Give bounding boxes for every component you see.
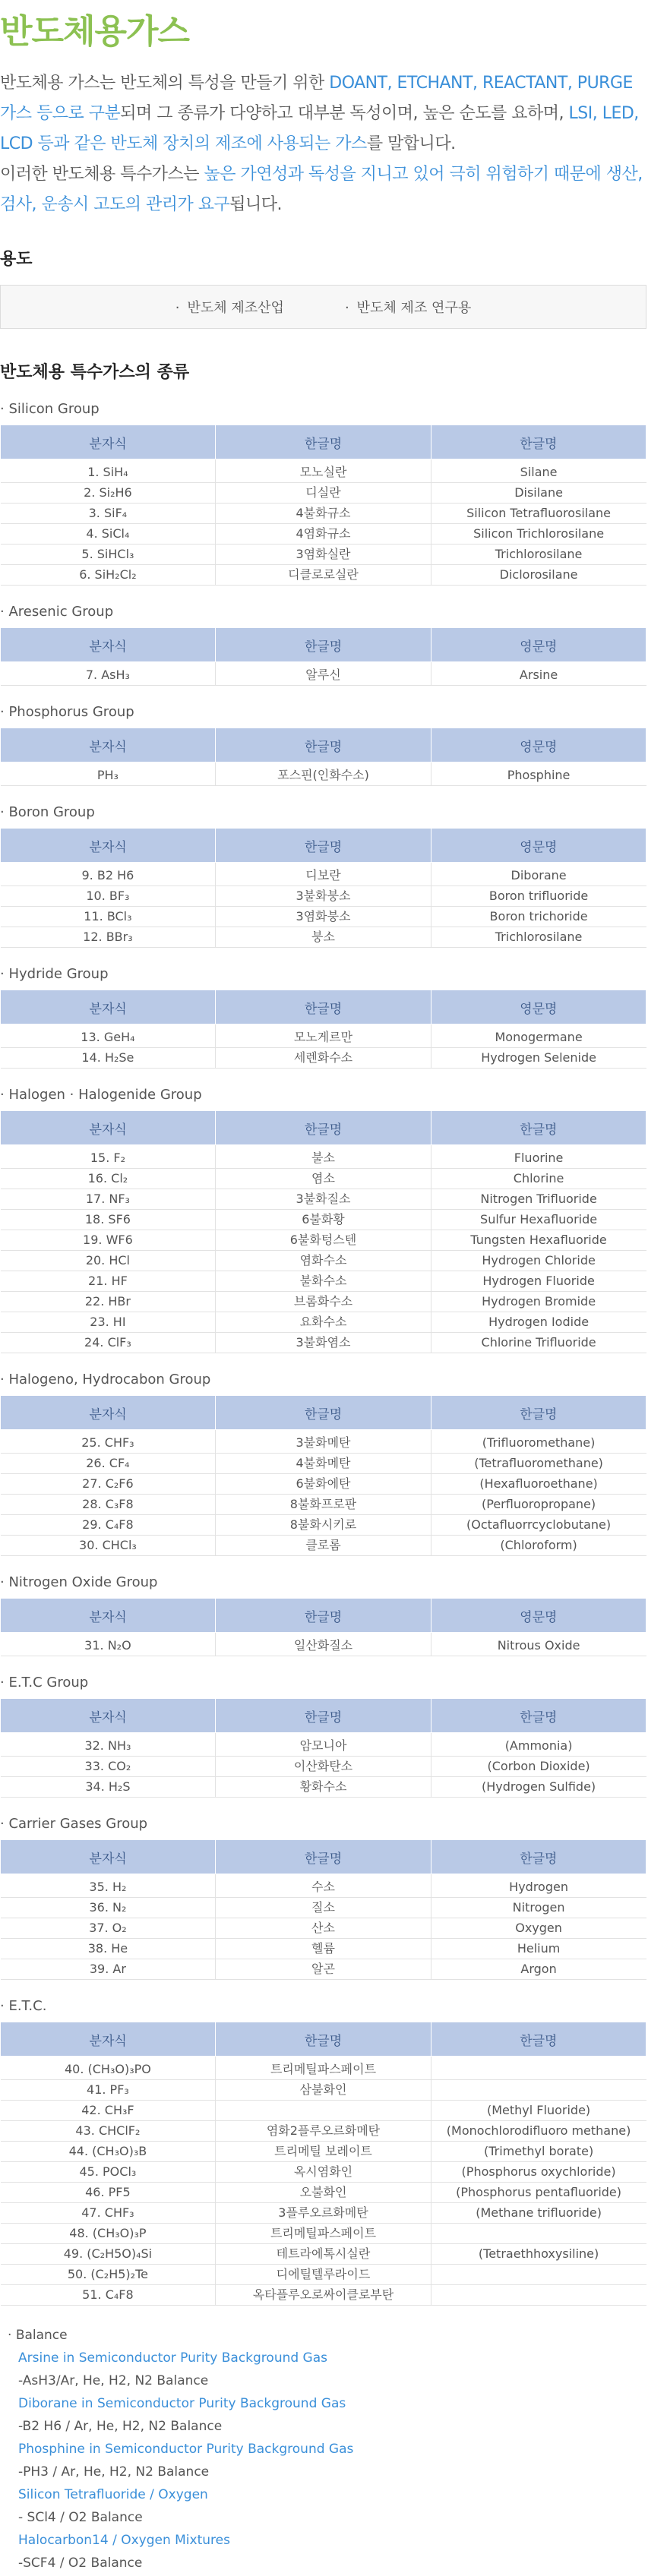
- table-header-row: [1, 829, 646, 863]
- table-cell: 40. (CH₃O)₃PO: [1, 2057, 216, 2080]
- table-cell: 3불화질소: [216, 1189, 431, 1210]
- gas-table: [0, 728, 646, 786]
- table-cell: Hydrogen Fluoride: [431, 1271, 646, 1292]
- table-cell: Fluorine: [431, 1145, 646, 1169]
- table-cell: 24. ClF₃: [1, 1333, 216, 1353]
- balance-section: [0, 2324, 648, 2574]
- table-cell: (Tetraethhoxysiline): [431, 2244, 646, 2265]
- table-cell: Boron trifluoride: [431, 886, 646, 907]
- group-label: · Phosphorus Group: [0, 704, 648, 720]
- table-cell: 32. NH₃: [1, 1733, 216, 1757]
- table-cell: Diborane: [431, 863, 646, 886]
- table-cell: (Monochlorodifluoro methane): [431, 2121, 646, 2142]
- usage-heading: 용도: [0, 250, 33, 269]
- group-label: · Silicon Group: [0, 401, 648, 417]
- table-cell: 4불화규소: [216, 504, 431, 524]
- intro-highlight: 높은 가연성과 독성을 지니고 있어 극히 위험하기 때문에 생산, 검사, 운송시 고도의 관리가 요구: [0, 165, 643, 214]
- table-cell: Silane: [431, 459, 646, 483]
- table-cell: 암모니아: [216, 1733, 431, 1757]
- table-cell: 알곤: [216, 1959, 431, 1980]
- table-cell: Trichlorosilane: [431, 927, 646, 948]
- column-header: 영문명: [431, 990, 646, 1024]
- table-cell: 모노게르만: [216, 1024, 431, 1048]
- gas-table: [0, 1839, 646, 1980]
- table-row: [1, 2183, 646, 2203]
- table-cell: 수소: [216, 1874, 431, 1898]
- gas-table: [0, 627, 646, 686]
- table-cell: 31. N₂O: [1, 1633, 216, 1656]
- gas-table: [0, 1110, 646, 1353]
- table-row: [1, 524, 646, 545]
- table-cell: Hydrogen Iodide: [431, 1312, 646, 1333]
- column-header: 한글명: [431, 1840, 646, 1874]
- table-cell: 산소: [216, 1918, 431, 1939]
- column-header: 영문명: [431, 829, 646, 863]
- table-header-row: [1, 728, 646, 762]
- page-title: 반도체용가스: [0, 12, 190, 51]
- table-row: [1, 565, 646, 586]
- gas-table: [0, 1698, 646, 1798]
- intro-text-segment: 됩니다.: [229, 195, 282, 214]
- column-header: 한글명: [216, 1599, 431, 1633]
- table-row: [1, 1959, 646, 1980]
- table-cell: 1. SiH₄: [1, 459, 216, 483]
- table-cell: 3. SiF₄: [1, 504, 216, 524]
- table-cell: (Phosphorus oxychloride): [431, 2162, 646, 2183]
- table-cell: 30. CHCl₃: [1, 1536, 216, 1556]
- table-row: [1, 1312, 646, 1333]
- table-cell: 21. HF: [1, 1271, 216, 1292]
- column-header: 한글명: [431, 1111, 646, 1145]
- table-cell: 테트라에톡시실란: [216, 2244, 431, 2265]
- table-row: [1, 2121, 646, 2142]
- table-cell: 5. SiHCl₃: [1, 545, 216, 565]
- table-header-row: [1, 425, 646, 459]
- table-cell: Argon: [431, 1959, 646, 1980]
- table-row: [1, 1874, 646, 1898]
- table-cell: 8불화프로판: [216, 1495, 431, 1515]
- table-row: [1, 2142, 646, 2162]
- column-header: 분자식: [1, 829, 216, 863]
- table-cell: 3염화붕소: [216, 907, 431, 927]
- gas-groups: [0, 401, 648, 2306]
- table-row: [1, 1333, 646, 1353]
- intro-text-segment: 를 말합니다.: [366, 134, 456, 153]
- column-header: 한글명: [216, 2022, 431, 2057]
- usage-item: · 반도체 제조산업: [175, 297, 284, 317]
- table-cell: 22. HBr: [1, 1292, 216, 1312]
- table-row: [1, 2080, 646, 2101]
- table-cell: Nitrous Oxide: [431, 1633, 646, 1656]
- table-cell: Sulfur Hexafluoride: [431, 1210, 646, 1230]
- table-cell: [216, 2101, 431, 2121]
- column-header: 한글명: [216, 628, 431, 662]
- table-cell: 6불화황: [216, 1210, 431, 1230]
- balance-list: [18, 2347, 648, 2574]
- table-cell: 3불화메탄: [216, 1430, 431, 1454]
- table-cell: 알루신: [216, 662, 431, 686]
- table-cell: 오불화인: [216, 2183, 431, 2203]
- table-cell: [431, 2080, 646, 2101]
- gas-table: [0, 1395, 646, 1556]
- intro-text-segment: 이러한 반도체용 특수가스는: [0, 165, 204, 184]
- table-row: [1, 545, 646, 565]
- table-cell: Chlorine Trifluoride: [431, 1333, 646, 1353]
- table-header-row: [1, 1111, 646, 1145]
- table-cell: Silicon Trichlorosilane: [431, 524, 646, 545]
- table-cell: (Tetrafluoromethane): [431, 1454, 646, 1474]
- group-label: · Halogen · Halogenide Group: [0, 1087, 648, 1103]
- table-row: [1, 1777, 646, 1798]
- table-cell: 불화수소: [216, 1271, 431, 1292]
- table-cell: Disilane: [431, 483, 646, 504]
- table-cell: Chlorine: [431, 1169, 646, 1189]
- table-cell: 41. PF₃: [1, 2080, 216, 2101]
- table-cell: (Methyl Fluoride): [431, 2101, 646, 2121]
- balance-item-name: Halocarbon14 / Oxygen Mixtures: [18, 2533, 230, 2548]
- column-header: 한글명: [216, 1840, 431, 1874]
- balance-item-name: Phosphine in Semiconductor Purity Background Gas: [18, 2442, 354, 2457]
- column-header: 한글명: [431, 1396, 646, 1430]
- table-cell: 트리메틸파스페이트: [216, 2224, 431, 2244]
- table-cell: 일산화질소: [216, 1633, 431, 1656]
- balance-heading: · Balance: [18, 2324, 648, 2347]
- table-cell: Hydrogen: [431, 1874, 646, 1898]
- table-header-row: [1, 1396, 646, 1430]
- table-row: [1, 2203, 646, 2224]
- table-cell: (Phosphorus pentafluoride): [431, 2183, 646, 2203]
- group-label: · Hydride Group: [0, 966, 648, 982]
- balance-item-detail: - SCl4 / O2 Balance: [18, 2510, 143, 2525]
- table-cell: Arsine: [431, 662, 646, 686]
- gas-table: [0, 990, 646, 1069]
- table-cell: 47. CHF₃: [1, 2203, 216, 2224]
- table-header-row: [1, 990, 646, 1024]
- table-cell: 19. WF6: [1, 1230, 216, 1251]
- intro-text: [0, 68, 648, 220]
- table-cell: Hydrogen Selenide: [431, 1048, 646, 1069]
- group-label: · Boron Group: [0, 804, 648, 820]
- table-row: [1, 1898, 646, 1918]
- table-row: [1, 1939, 646, 1959]
- column-header: 한글명: [431, 2022, 646, 2057]
- table-cell: (Trifluoromethane): [431, 1430, 646, 1454]
- table-cell: (Hydrogen Sulfide): [431, 1777, 646, 1798]
- table-row: [1, 2057, 646, 2080]
- table-row: [1, 1251, 646, 1271]
- table-cell: 7. AsH₃: [1, 662, 216, 686]
- table-cell: 29. C₄F8: [1, 1515, 216, 1536]
- table-row: [1, 1210, 646, 1230]
- table-cell: 15. F₂: [1, 1145, 216, 1169]
- table-cell: (Corbon Dioxide): [431, 1757, 646, 1777]
- table-cell: 3불화붕소: [216, 886, 431, 907]
- table-cell: 트리메틸파스페이트: [216, 2057, 431, 2080]
- table-row: [1, 2285, 646, 2306]
- column-header: 한글명: [431, 1699, 646, 1733]
- balance-item-detail: -SCF4 / O2 Balance: [18, 2555, 143, 2571]
- table-cell: 39. Ar: [1, 1959, 216, 1980]
- column-header: 한글명: [216, 728, 431, 762]
- table-cell: 이산화탄소: [216, 1757, 431, 1777]
- table-cell: 44. (CH₃O)₃B: [1, 2142, 216, 2162]
- balance-item-name: Silicon Tetrafluoride / Oxygen: [18, 2487, 208, 2502]
- group-label: · E.T.C Group: [0, 1675, 648, 1690]
- table-cell: 42. CH₃F: [1, 2101, 216, 2121]
- table-row: [1, 2244, 646, 2265]
- group-label: · Halogeno, Hydrocabon Group: [0, 1372, 648, 1387]
- table-cell: 35. H₂: [1, 1874, 216, 1898]
- table-cell: 8불화시키로: [216, 1515, 431, 1536]
- column-header: 한글명: [216, 1111, 431, 1145]
- table-row: [1, 1918, 646, 1939]
- table-row: [1, 459, 646, 483]
- column-header: 분자식: [1, 2022, 216, 2057]
- table-cell: 6불화텅스텐: [216, 1230, 431, 1251]
- table-cell: Trichlorosilane: [431, 545, 646, 565]
- table-cell: 27. C₂F6: [1, 1474, 216, 1495]
- table-cell: 36. N₂: [1, 1898, 216, 1918]
- table-cell: 황화수소: [216, 1777, 431, 1798]
- column-header: 한글명: [216, 1699, 431, 1733]
- column-header: 한글명: [216, 829, 431, 863]
- balance-item-name: Diborane in Semiconductor Purity Background Gas: [18, 2396, 346, 2411]
- table-cell: 모노실란: [216, 459, 431, 483]
- table-cell: 요화수소: [216, 1312, 431, 1333]
- table-row: [1, 1454, 646, 1474]
- table-cell: Hydrogen Chloride: [431, 1251, 646, 1271]
- column-header: 영문명: [431, 628, 646, 662]
- table-row: [1, 1495, 646, 1515]
- table-cell: 34. H₂S: [1, 1777, 216, 1798]
- table-cell: PH₃: [1, 762, 216, 786]
- table-cell: (Hexafluoroethane): [431, 1474, 646, 1495]
- column-header: 분자식: [1, 728, 216, 762]
- intro-text-segment: 되며 그 종류가 다양하고 대부분 독성이며, 높은 순도를 요하며,: [120, 104, 569, 123]
- table-cell: 11. BCl₃: [1, 907, 216, 927]
- table-cell: 질소: [216, 1898, 431, 1918]
- table-cell: 4. SiCl₄: [1, 524, 216, 545]
- column-header: 한글명: [216, 990, 431, 1024]
- column-header: 한글명: [216, 1396, 431, 1430]
- table-cell: [431, 2224, 646, 2244]
- table-cell: 디클로로실란: [216, 565, 431, 586]
- group-label: · Carrier Gases Group: [0, 1816, 648, 1832]
- table-cell: 트리메틸 보레이트: [216, 2142, 431, 2162]
- table-cell: 6불화에탄: [216, 1474, 431, 1495]
- table-cell: 헬륨: [216, 1939, 431, 1959]
- table-cell: 16. Cl₂: [1, 1169, 216, 1189]
- usage-item: · 반도체 제조 연구용: [345, 297, 471, 317]
- table-cell: Hydrogen Bromide: [431, 1292, 646, 1312]
- table-cell: 28. C₃F8: [1, 1495, 216, 1515]
- table-cell: 클로롬: [216, 1536, 431, 1556]
- group-label: · Nitrogen Oxide Group: [0, 1574, 648, 1590]
- table-cell: 2. Si₂H6: [1, 483, 216, 504]
- column-header: 분자식: [1, 1840, 216, 1874]
- table-row: [1, 1169, 646, 1189]
- table-cell: 20. HCl: [1, 1251, 216, 1271]
- group-label: · Aresenic Group: [0, 604, 648, 620]
- table-row: [1, 1271, 646, 1292]
- table-row: [1, 1230, 646, 1251]
- table-cell: [431, 2285, 646, 2306]
- table-row: [1, 1145, 646, 1169]
- column-header: 한글명: [216, 425, 431, 459]
- table-cell: 50. (C₂H5)₂Te: [1, 2265, 216, 2285]
- table-cell: 46. PF5: [1, 2183, 216, 2203]
- gas-table: [0, 425, 646, 586]
- table-cell: Phosphine: [431, 762, 646, 786]
- column-header: 영문명: [431, 1599, 646, 1633]
- table-row: [1, 2162, 646, 2183]
- table-row: [1, 1536, 646, 1556]
- table-cell: 17. NF₃: [1, 1189, 216, 1210]
- table-cell: 9. B2 H6: [1, 863, 216, 886]
- table-cell: 3염화실란: [216, 545, 431, 565]
- table-cell: 3불화염소: [216, 1333, 431, 1353]
- table-cell: Silicon Tetrafluorosilane: [431, 504, 646, 524]
- table-row: [1, 1733, 646, 1757]
- table-cell: 4염화규소: [216, 524, 431, 545]
- column-header: 한글명: [431, 425, 646, 459]
- table-cell: 3플루오르화메탄: [216, 2203, 431, 2224]
- table-cell: 18. SF6: [1, 1210, 216, 1230]
- table-row: [1, 504, 646, 524]
- table-row: [1, 1024, 646, 1048]
- table-row: [1, 662, 646, 686]
- table-cell: Oxygen: [431, 1918, 646, 1939]
- table-cell: 디보란: [216, 863, 431, 886]
- table-row: [1, 2101, 646, 2121]
- table-cell: 4불화메탄: [216, 1454, 431, 1474]
- column-header: 분자식: [1, 1699, 216, 1733]
- types-heading: 반도체용 특수가스의 종류: [0, 363, 190, 382]
- table-cell: 14. H₂Se: [1, 1048, 216, 1069]
- table-row: [1, 1292, 646, 1312]
- table-cell: 48. (CH₃O)₃P: [1, 2224, 216, 2244]
- table-cell: (Perfluoropropane): [431, 1495, 646, 1515]
- table-cell: 13. GeH₄: [1, 1024, 216, 1048]
- table-row: [1, 886, 646, 907]
- balance-item-detail: -PH3 / Ar, He, H2, N2 Balance: [18, 2464, 210, 2480]
- table-cell: 43. CHClF₂: [1, 2121, 216, 2142]
- table-cell: 옥타플루오로싸이클로부탄: [216, 2285, 431, 2306]
- table-row: [1, 762, 646, 786]
- table-cell: 6. SiH₂Cl₂: [1, 565, 216, 586]
- table-cell: (Trimethyl borate): [431, 2142, 646, 2162]
- table-cell: 옥시염화인: [216, 2162, 431, 2183]
- table-cell: Tungsten Hexafluoride: [431, 1230, 646, 1251]
- table-header-row: [1, 628, 646, 662]
- column-header: 영문명: [431, 728, 646, 762]
- table-cell: Boron trichoride: [431, 907, 646, 927]
- gas-table: [0, 1598, 646, 1656]
- table-row: [1, 863, 646, 886]
- table-cell: 포스핀(인화수소): [216, 762, 431, 786]
- table-cell: Nitrogen Trifluoride: [431, 1189, 646, 1210]
- table-cell: 디에틸텔루라이드: [216, 2265, 431, 2285]
- table-header-row: [1, 1840, 646, 1874]
- table-cell: 10. BF₃: [1, 886, 216, 907]
- table-row: [1, 927, 646, 948]
- table-cell: 염화수소: [216, 1251, 431, 1271]
- table-cell: Diclorosilane: [431, 565, 646, 586]
- table-cell: 51. C₄F8: [1, 2285, 216, 2306]
- table-header-row: [1, 2022, 646, 2057]
- table-cell: 붕소: [216, 927, 431, 948]
- table-cell: Monogermane: [431, 1024, 646, 1048]
- table-cell: 브롬화수소: [216, 1292, 431, 1312]
- table-row: [1, 1430, 646, 1454]
- intro-text-segment: 반도체용 가스는 반도체의 특성을 만들기 위한: [0, 74, 330, 93]
- table-cell: [431, 2265, 646, 2285]
- intro-highlight: LSI, LED, LCD 등과 같은 반도체 장치의 제조에 사용되는 가스: [0, 104, 639, 153]
- table-cell: (Chloroform): [431, 1536, 646, 1556]
- table-cell: Helium: [431, 1939, 646, 1959]
- table-row: [1, 907, 646, 927]
- table-cell: (Methane trifluoride): [431, 2203, 646, 2224]
- table-cell: 49. (C₂H5O)₄Si: [1, 2244, 216, 2265]
- balance-item-detail: -AsH3/Ar, He, H2, N2 Balance: [18, 2373, 209, 2388]
- table-cell: Nitrogen: [431, 1898, 646, 1918]
- column-header: 분자식: [1, 1396, 216, 1430]
- table-cell: (Ammonia): [431, 1733, 646, 1757]
- table-header-row: [1, 1699, 646, 1733]
- table-row: [1, 483, 646, 504]
- table-cell: (Octafluorrcyclobutane): [431, 1515, 646, 1536]
- table-cell: 45. POCl₃: [1, 2162, 216, 2183]
- table-cell: 12. BBr₃: [1, 927, 216, 948]
- column-header: 분자식: [1, 1599, 216, 1633]
- table-row: [1, 1633, 646, 1656]
- table-cell: [431, 2057, 646, 2080]
- gas-table: [0, 2022, 646, 2306]
- gas-table: [0, 828, 646, 948]
- table-cell: 세렌화수소: [216, 1048, 431, 1069]
- column-header: 분자식: [1, 628, 216, 662]
- table-cell: 25. CHF₃: [1, 1430, 216, 1454]
- table-cell: 염화2플루오르화메탄: [216, 2121, 431, 2142]
- column-header: 분자식: [1, 990, 216, 1024]
- table-row: [1, 1189, 646, 1210]
- table-cell: 37. O₂: [1, 1918, 216, 1939]
- table-row: [1, 1048, 646, 1069]
- table-cell: 디실란: [216, 483, 431, 504]
- table-row: [1, 1515, 646, 1536]
- table-row: [1, 2265, 646, 2285]
- table-cell: 26. CF₄: [1, 1454, 216, 1474]
- table-row: [1, 1757, 646, 1777]
- table-cell: 불소: [216, 1145, 431, 1169]
- table-row: [1, 2224, 646, 2244]
- table-cell: 23. HI: [1, 1312, 216, 1333]
- table-cell: 염소: [216, 1169, 431, 1189]
- balance-item-detail: -B2 H6 / Ar, He, H2, N2 Balance: [18, 2419, 223, 2434]
- table-cell: 33. CO₂: [1, 1757, 216, 1777]
- column-header: 분자식: [1, 1111, 216, 1145]
- table-cell: 38. He: [1, 1939, 216, 1959]
- usage-box: [0, 285, 646, 329]
- balance-item-name: Arsine in Semiconductor Purity Background Gas: [18, 2350, 328, 2366]
- table-row: [1, 1474, 646, 1495]
- column-header: 분자식: [1, 425, 216, 459]
- table-cell: 삼불화인: [216, 2080, 431, 2101]
- table-header-row: [1, 1599, 646, 1633]
- group-label: · E.T.C.: [0, 1998, 648, 2014]
- intro-highlight: DOANT, ETCHANT, REACTANT, PURGE 가스 등으로 구분: [0, 74, 633, 123]
